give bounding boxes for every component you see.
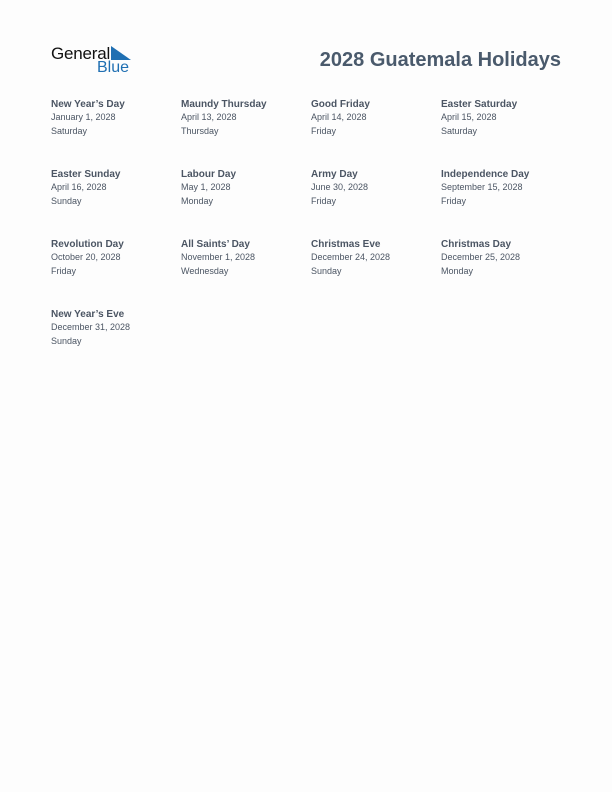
holiday-weekday: Friday — [51, 265, 77, 276]
holiday-date: December 25, 2028 — [441, 252, 521, 262]
holiday-item — [51, 238, 176, 278]
holiday-date: December 24, 2028 — [311, 252, 391, 262]
holiday-name: Christmas Day — [441, 239, 512, 250]
holiday-weekday: Friday — [311, 195, 337, 206]
holiday-date: May 1, 2028 — [181, 182, 231, 192]
holiday-weekday: Sunday — [311, 265, 342, 276]
holiday-date: January 1, 2028 — [51, 112, 116, 122]
holiday-weekday: Friday — [311, 125, 337, 136]
holiday-name: Independence Day — [441, 169, 530, 180]
holiday-item — [51, 98, 176, 138]
holiday-name: Easter Sunday — [51, 169, 121, 180]
holiday-name: All Saints’ Day — [181, 239, 250, 250]
holiday-name: Maundy Thursday — [181, 99, 267, 110]
holiday-name: Army Day — [311, 169, 358, 180]
generalblue-logo — [51, 44, 133, 78]
holiday-date: December 31, 2028 — [51, 322, 131, 332]
holiday-date: June 30, 2028 — [311, 182, 369, 192]
holiday-name: Christmas Eve — [311, 239, 381, 250]
holiday-item — [441, 168, 566, 208]
holiday-item — [441, 98, 566, 138]
logo-triangle-icon — [111, 46, 131, 60]
holiday-item — [51, 308, 176, 348]
holiday-weekday: Wednesday — [181, 265, 229, 276]
holiday-item — [441, 238, 566, 278]
holiday-date: September 15, 2028 — [441, 182, 523, 192]
page-title: 2028 Guatemala Holidays — [319, 49, 561, 71]
holiday-name: Revolution Day — [51, 239, 124, 250]
holiday-item — [51, 168, 176, 208]
holiday-weekday: Sunday — [51, 195, 82, 206]
holiday-item — [311, 98, 436, 138]
holiday-weekday: Saturday — [51, 125, 88, 136]
holiday-weekday: Sunday — [51, 335, 82, 346]
logo-text-general: General — [51, 44, 111, 63]
holiday-date: April 13, 2028 — [181, 112, 237, 122]
holiday-weekday: Monday — [181, 195, 214, 206]
holiday-weekday: Monday — [441, 265, 474, 276]
holiday-date: April 14, 2028 — [311, 112, 367, 122]
holiday-name: Good Friday — [311, 99, 370, 110]
holiday-item — [181, 168, 306, 208]
holiday-date: November 1, 2028 — [181, 252, 256, 262]
holiday-date: April 16, 2028 — [51, 182, 107, 192]
holiday-name: Easter Saturday — [441, 99, 518, 110]
holiday-item — [181, 98, 306, 138]
holiday-name: Labour Day — [181, 169, 237, 180]
holiday-item — [311, 238, 436, 278]
holiday-date: October 20, 2028 — [51, 252, 121, 262]
holiday-weekday: Saturday — [441, 125, 478, 136]
logo-text-blue: Blue — [97, 59, 130, 76]
holiday-weekday: Thursday — [181, 125, 219, 136]
holiday-weekday: Friday — [441, 195, 467, 206]
holiday-name: New Year’s Eve — [51, 309, 125, 320]
holiday-name: New Year’s Day — [51, 99, 125, 110]
holiday-item — [181, 238, 306, 278]
holiday-item — [311, 168, 436, 208]
holiday-date: April 15, 2028 — [441, 112, 497, 122]
